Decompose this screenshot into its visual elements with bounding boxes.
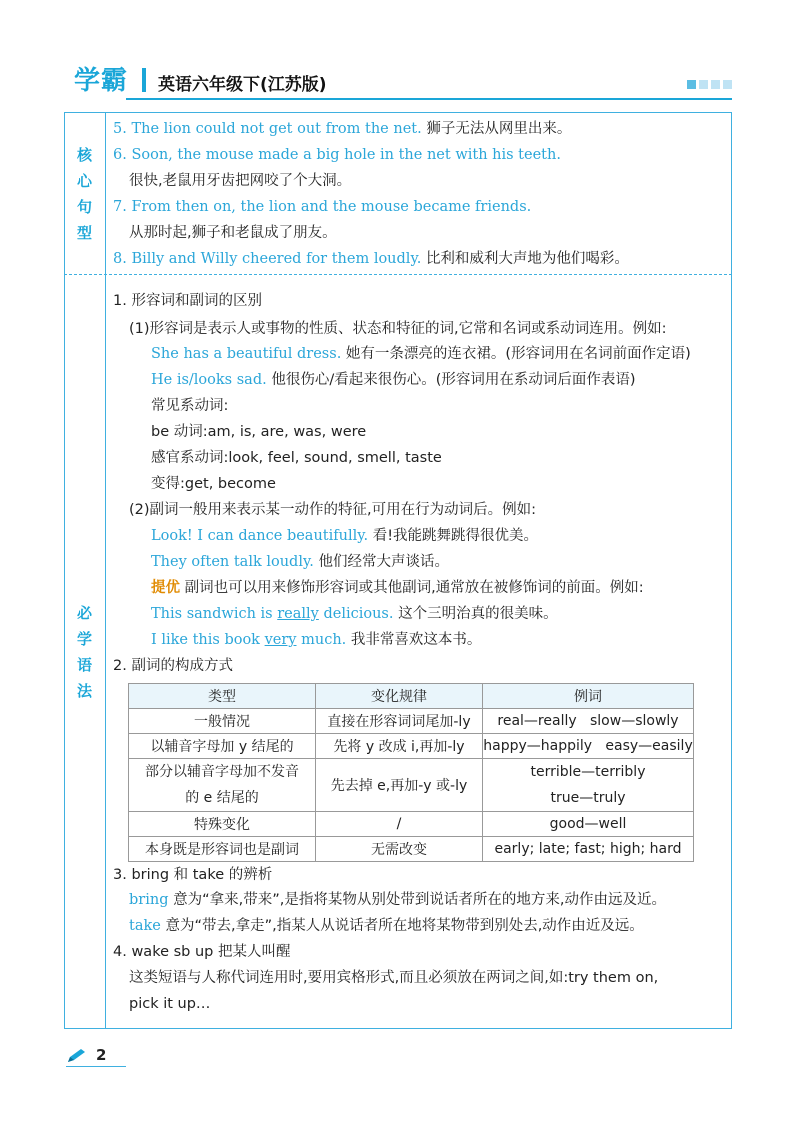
adverb-definition: (2)副词一般用来表示某一动作的特征,可用在行为动词后。例如:	[129, 502, 537, 518]
grammar-label: 必 学 语 法	[76, 604, 92, 700]
example-4: They often talk loudly. 他们经常大声谈话。	[151, 554, 449, 570]
table-row	[129, 709, 694, 734]
example-6: I like this book very much. 我非常喜欢这本书。	[151, 632, 482, 648]
table-cell: 一般情况	[129, 709, 316, 734]
page-header	[64, 60, 732, 100]
table-cell: 以辅音字母加 y 结尾的	[129, 734, 316, 759]
linking-verbs-change: 变得:get, become	[151, 476, 276, 492]
brand-logo: 学霸	[74, 66, 129, 96]
adverb-formation-table	[128, 683, 694, 862]
sentence-6-en: 6. Soon, the mouse made a big hole in the net with his teeth.	[113, 147, 561, 163]
table-row	[129, 812, 694, 837]
table-row	[129, 837, 694, 862]
table-cell: real—really slow—slowly	[483, 709, 694, 734]
section-divider	[64, 274, 732, 275]
table-header: 例词	[483, 684, 694, 709]
sentence-8: 8. Billy and Willy cheered for them loudly. 比利和威利大声地为他们喝彩。	[113, 251, 629, 267]
table-header: 类型	[129, 684, 316, 709]
table-cell: 先将 y 改成 i,再加-ly	[316, 734, 483, 759]
tip-line: 提优 副词也可以用来修饰形容词或其他副词,通常放在被修饰词的前面。例如:	[151, 580, 644, 596]
table-cell: 先去掉 e,再加-y 或-ly	[316, 759, 483, 812]
sentence-7-cn: 从那时起,狮子和老鼠成了朋友。	[129, 225, 337, 241]
example-1: She has a beautiful dress. 她有一条漂亮的连衣裙。(形容词用在名词前面作定语)	[151, 346, 691, 362]
header-decoration	[684, 74, 732, 93]
table-cell: /	[316, 812, 483, 837]
logo-divider	[142, 68, 146, 92]
example-5: This sandwich is really delicious. 这个三明治真的很美味。	[151, 606, 558, 622]
table-cell: 直接在形容词词尾加-ly	[316, 709, 483, 734]
table-cell: happy—happily easy—easily	[483, 734, 694, 759]
core-sentences-label: 核 心 句 型	[76, 146, 92, 242]
phrase-rule-line-2: pick it up…	[129, 996, 211, 1012]
footer-rule	[66, 1066, 126, 1067]
table-cell: 特殊变化	[129, 812, 316, 837]
table-header-row	[129, 684, 694, 709]
sentence-6-cn: 很快,老鼠用牙齿把网咬了个大洞。	[129, 173, 352, 189]
table-cell: 无需改变	[316, 837, 483, 862]
pencil-icon	[66, 1048, 88, 1068]
tip-badge: 提优	[151, 580, 180, 596]
linking-verbs-sense: 感官系动词:look, feel, sound, smell, taste	[151, 450, 442, 466]
book-title: 英语六年级下(江苏版)	[158, 75, 327, 95]
linking-verbs-be: be 动词:am, is, are, was, were	[151, 424, 367, 440]
take-explanation: take 意为“带去,拿走”,指某人从说话者所在地将某物带到别处去,动作由近及远。	[129, 918, 644, 934]
sentence-5: 5. The lion could not get out from the net. 狮子无法从网里出来。	[113, 121, 572, 137]
table-cell: terrible—terribly true—truly	[483, 759, 694, 812]
grammar-heading-2: 2. 副词的构成方式	[113, 658, 233, 674]
header-rule	[126, 98, 732, 100]
table-cell: 部分以辅音字母加不发音 的 e 结尾的	[129, 759, 316, 812]
table-row	[129, 734, 694, 759]
adjective-definition: (1)形容词是表示人或事物的性质、状态和特征的词,它常和名词或系动词连用。例如:	[129, 321, 667, 337]
table-row	[129, 759, 694, 812]
example-3: Look! I can dance beautifully. 看!我能跳舞跳得很优美。	[151, 528, 539, 544]
table-header: 变化规律	[316, 684, 483, 709]
table-cell: good—well	[483, 812, 694, 837]
grammar-heading-4: 4. wake sb up 把某人叫醒	[113, 944, 291, 960]
phrase-rule-line-1: 这类短语与人称代词连用时,要用宾格形式,而且必须放在两词之间,如:try them on,	[129, 970, 659, 986]
table-cell: early; late; fast; high; hard	[483, 837, 694, 862]
bring-explanation: bring 意为“拿来,带来”,是指将某物从别处带到说话者所在的地方来,动作由远及近。	[129, 892, 666, 908]
grammar-heading-3: 3. bring 和 take 的辨析	[113, 867, 273, 883]
sentence-7-en: 7. From then on, the lion and the mouse became friends.	[113, 199, 532, 215]
label-column-divider	[105, 112, 106, 1029]
grammar-heading-1: 1. 形容词和副词的区别	[113, 293, 262, 309]
page-number: 2	[96, 1046, 107, 1064]
linking-verbs-title: 常见系动词:	[151, 398, 229, 414]
example-2: He is/looks sad. 他很伤心/看起来很伤心。(形容词用在系动词后面作表语)	[151, 372, 636, 388]
table-cell: 本身既是形容词也是副词	[129, 837, 316, 862]
